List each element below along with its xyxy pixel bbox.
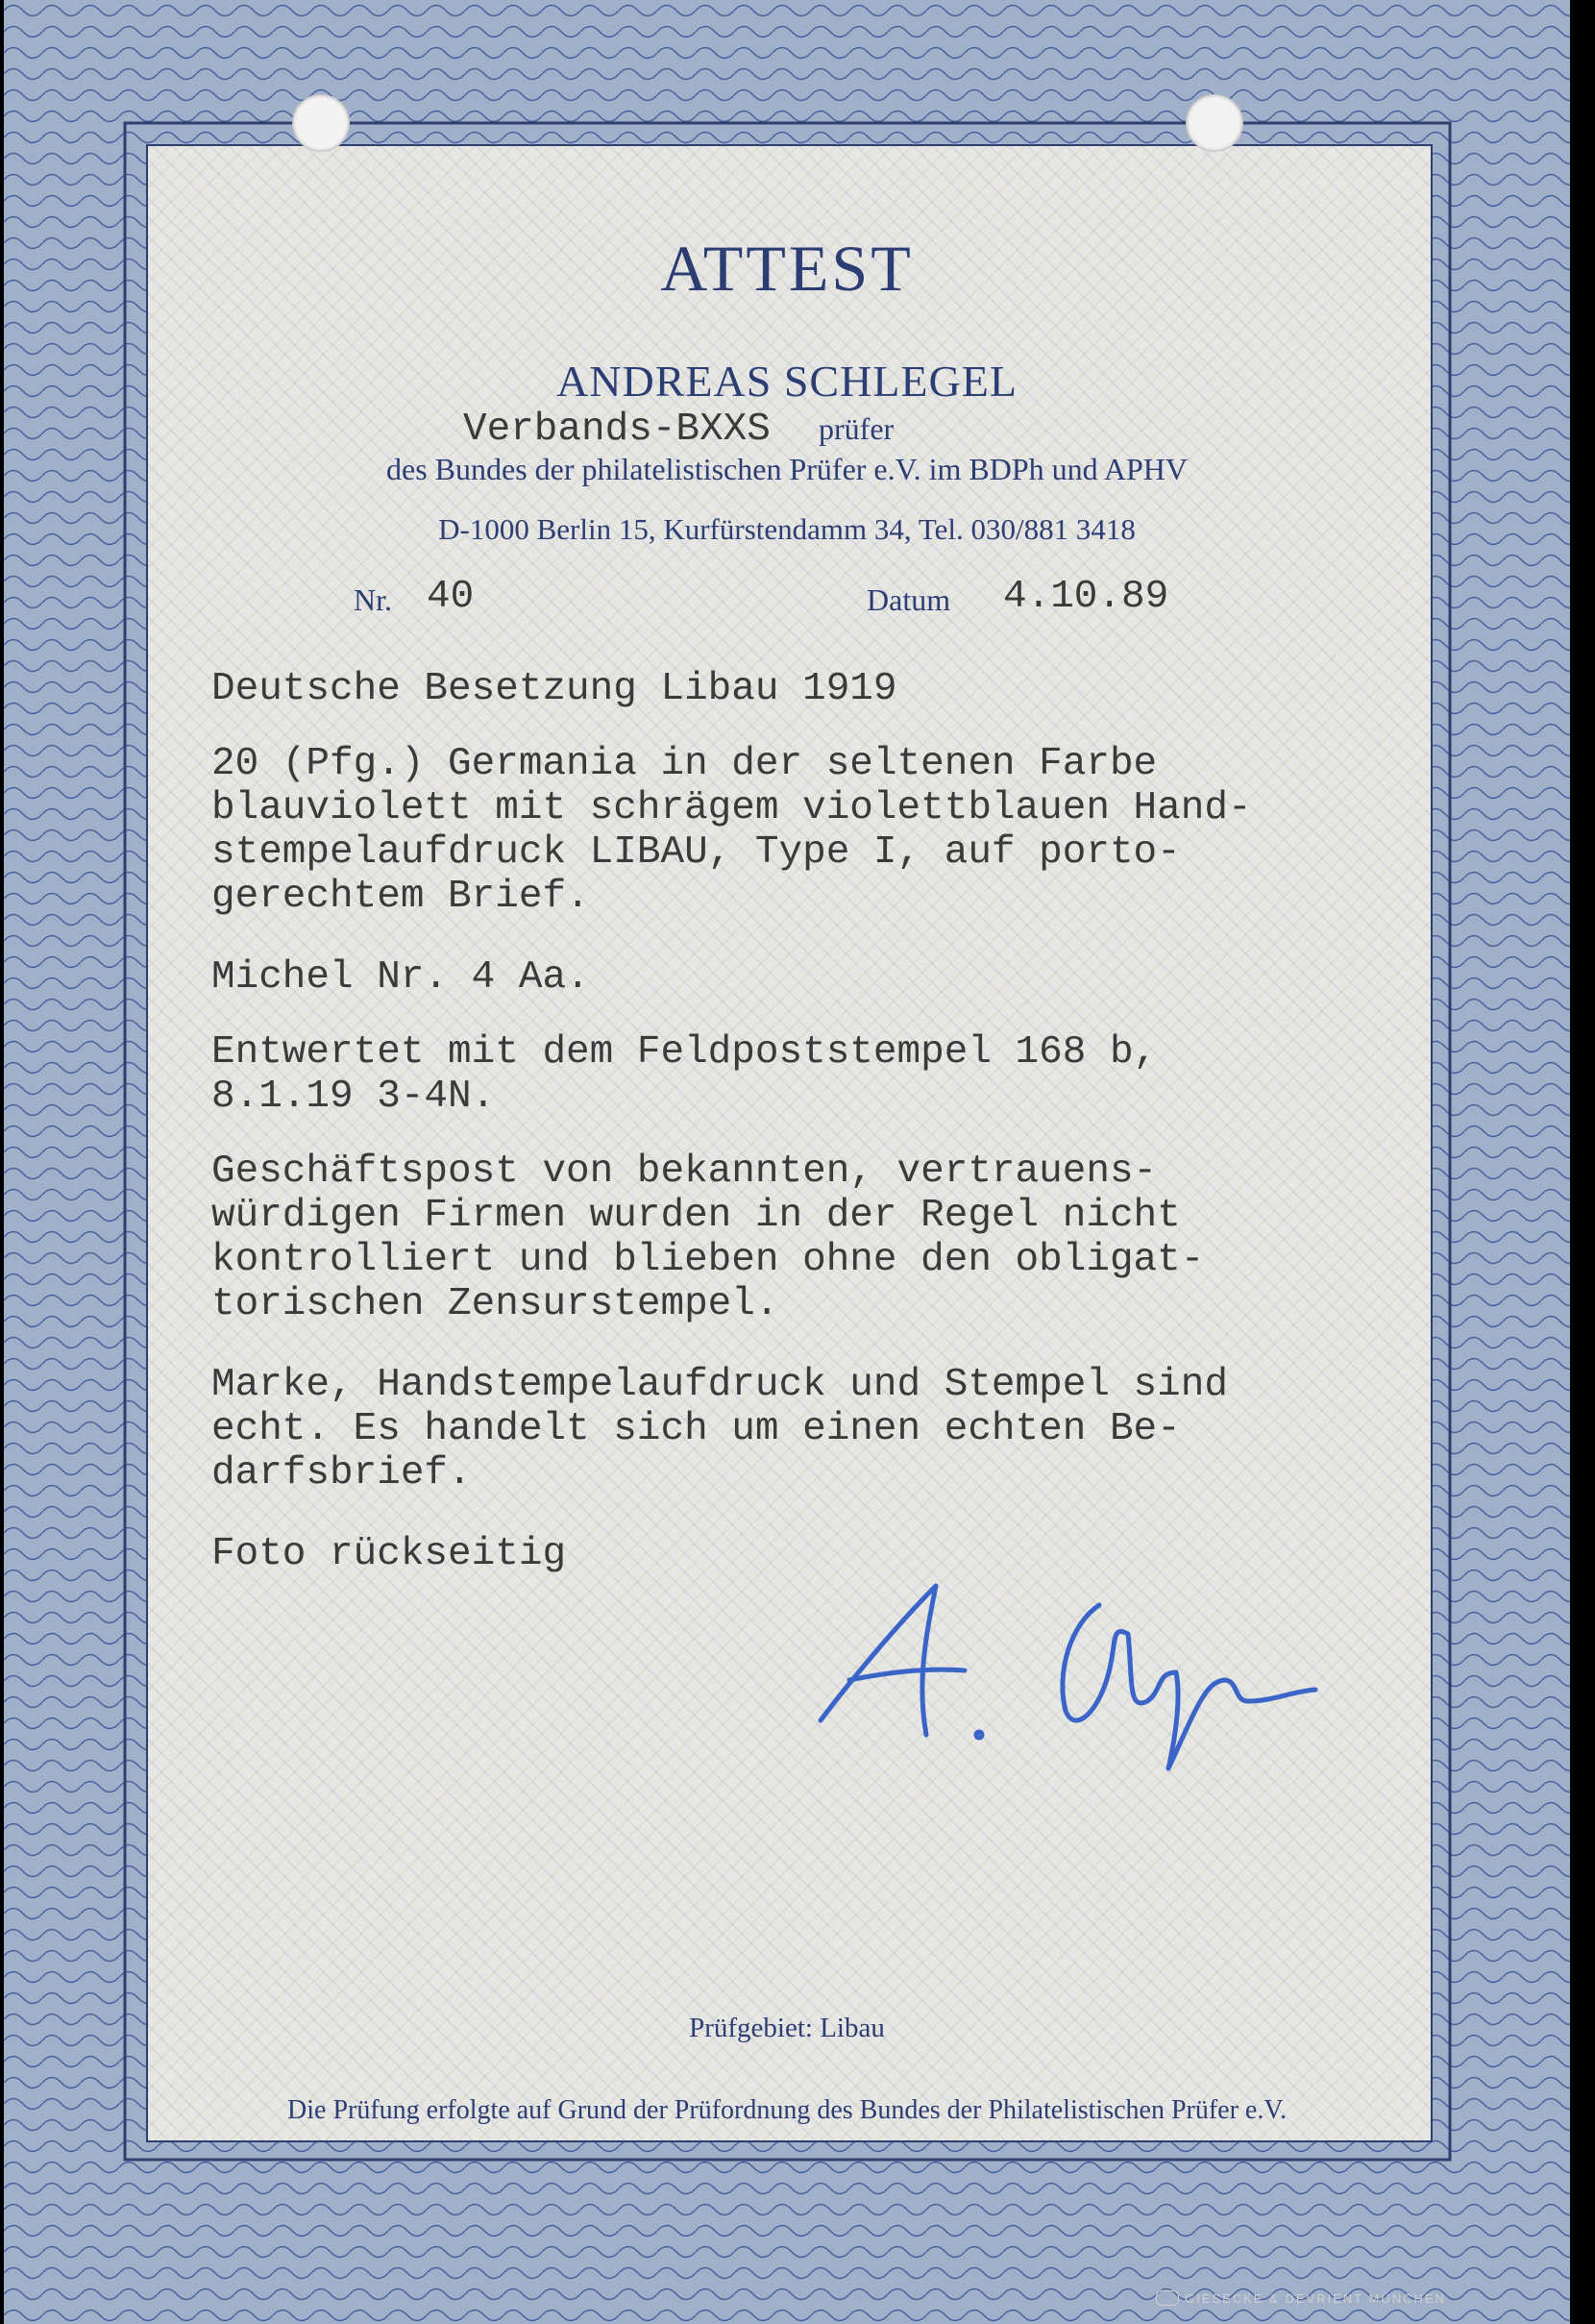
printer-logo — [1156, 2290, 1179, 2306]
body-line: 8.1.19 3-4N. — [211, 1075, 496, 1119]
certificate-sheet — [4, 0, 1570, 2324]
body-line: Marke, Handstempelaufdruck und Stempel sind — [211, 1363, 1228, 1407]
body-line: echt. Es handelt sich um einen echten Be- — [211, 1407, 1181, 1451]
punch-hole-left — [292, 94, 350, 152]
address-line: D-1000 Berlin 15, Kurfürstendamm 34, Tel. 030/881 3418 — [438, 512, 1136, 546]
body-line: blauviolett mit schrägem violettblauen Hand- — [211, 786, 1252, 830]
examiner-role-typed: Verbands-BXXS — [463, 408, 771, 452]
body-line: kontrolliert und blieben ohne den obligat- — [211, 1238, 1205, 1282]
certificate-inner-panel — [146, 144, 1433, 2142]
body-line: würdigen Firmen wurden in der Regel nicht — [211, 1194, 1181, 1238]
body-line-heading: Deutsche Besetzung Libau 1919 — [211, 667, 897, 711]
body-line: torischen Zensurstempel. — [211, 1282, 779, 1326]
body-line: Entwertet mit dem Feldpoststempel 168 b, — [211, 1030, 1158, 1075]
examiner-name: ANDREAS SCHLEGEL — [556, 357, 1018, 406]
examiner-role-tail: prüfer — [819, 411, 895, 446]
body-line: gerechtem Brief. — [211, 875, 590, 919]
body-line: Foto rückseitig — [211, 1532, 567, 1576]
date-value: 4.10.89 — [1003, 575, 1169, 619]
number-label: Nr. — [354, 582, 392, 617]
body-line: stempelaufdruck LIBAU, Type I, auf porto- — [211, 830, 1181, 875]
date-label: Datum — [867, 582, 951, 617]
body-line: Geschäftspost von bekannten, vertrauens- — [211, 1150, 1158, 1194]
examiner-signature — [811, 1567, 1330, 1807]
examination-scope: Prüfgebiet: Libau — [689, 2013, 885, 2043]
association-line: des Bundes der philatelistischen Prüfer e.V. im BDPh und APHV — [385, 452, 1188, 486]
printer-imprint: GIESECKE & DEVRIENT MÜNCHEN — [1185, 2291, 1446, 2306]
body-line: darfsbrief. — [211, 1451, 472, 1496]
examination-note: Die Prüfung erfolgte auf Grund der Prüfordnung des Bundes der Philatelistischen Prüfer e.V. — [287, 2095, 1287, 2125]
punch-hole-right — [1186, 94, 1243, 152]
number-value: 40 — [427, 575, 475, 619]
body-line: 20 (Pfg.) Germania in der seltenen Farbe — [211, 742, 1158, 786]
body-line: Michel Nr. 4 Aa. — [211, 955, 590, 1000]
certificate-title: ATTEST — [660, 232, 914, 305]
